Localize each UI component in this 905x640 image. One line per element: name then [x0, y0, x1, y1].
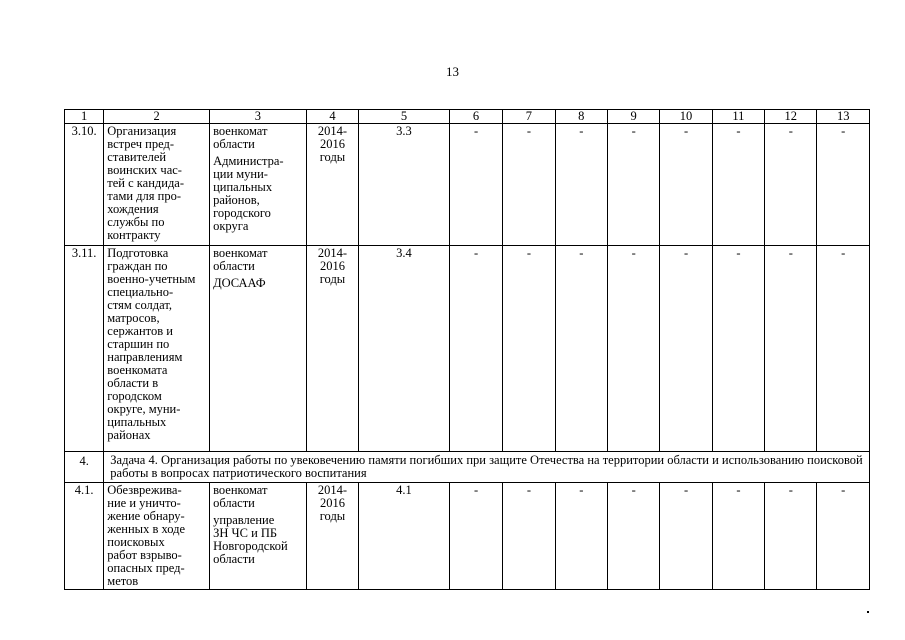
header-cell: 1 — [65, 110, 104, 124]
value-cell: - — [712, 483, 764, 590]
value-cell: - — [555, 246, 607, 452]
value-cell: - — [449, 124, 502, 246]
value-cell: - — [607, 246, 659, 452]
executor-cell — [210, 483, 307, 590]
period-cell: 2014- 2016 годы — [306, 124, 358, 246]
value-cell: - — [503, 124, 555, 246]
value-cell: - — [607, 483, 659, 590]
value-cell: - — [712, 246, 764, 452]
value-cell: - — [765, 246, 817, 452]
table-row — [65, 124, 870, 246]
value-cell: - — [660, 246, 712, 452]
executor-cell — [210, 124, 307, 246]
value-cell: - — [765, 483, 817, 590]
value-cell: - — [449, 483, 502, 590]
target-indicator-cell: 3.3 — [359, 124, 450, 246]
value-cell: - — [607, 124, 659, 246]
header-cell: 4 — [306, 110, 358, 124]
value-cell: - — [817, 246, 870, 452]
row-number: 4.1. — [65, 483, 104, 590]
table-row — [65, 483, 870, 590]
header-cell: 7 — [503, 110, 555, 124]
header-cell: 2 — [104, 110, 210, 124]
target-indicator-cell: 3.4 — [359, 246, 450, 452]
header-cell: 9 — [607, 110, 659, 124]
value-cell: - — [555, 483, 607, 590]
executor-cell — [210, 246, 307, 452]
value-cell: - — [503, 483, 555, 590]
activity-cell: Подготовка граждан по военно-учетным специально- стям солдат, матросов, сержантов и старшин по направлениям военкомата области в городском округе, муни- ципальных районах — [104, 246, 210, 452]
value-cell: - — [817, 483, 870, 590]
activity-cell: Обезврежива- ние и уничто- жение обнару- женных в ходе поисковых работ взрыво- опасных пред- метов — [104, 483, 210, 590]
page-number: 13 — [446, 64, 459, 79]
executor-secondary: ДОСААФ — [213, 276, 266, 290]
column-number-row — [65, 110, 870, 124]
header-cell: 11 — [712, 110, 764, 124]
table-row — [65, 246, 870, 452]
executor-primary: военкомат области — [213, 246, 268, 273]
value-cell: - — [765, 124, 817, 246]
value-cell: - — [449, 246, 502, 452]
header-cell: 3 — [210, 110, 307, 124]
period-cell: 2014- 2016 годы — [306, 483, 358, 590]
period-cell: 2014- 2016 годы — [306, 246, 358, 452]
header-cell: 5 — [359, 110, 450, 124]
executor-primary: военкомат области — [213, 124, 268, 151]
executor-secondary: Администра- ции муни- ципальных районов, городского округа — [213, 154, 284, 233]
value-cell: - — [660, 124, 712, 246]
value-cell: - — [503, 246, 555, 452]
task-row — [65, 452, 870, 483]
executor-secondary: управление ЗН ЧС и ПБ Новгородской области — [213, 513, 288, 566]
activity-cell: Организация встреч пред- ставителей воинских час- тей с кандида- тами для про- хождения службы по контракту — [104, 124, 210, 246]
value-cell: - — [660, 483, 712, 590]
activities-table — [64, 109, 870, 590]
executor-primary: военкомат области — [213, 483, 268, 510]
task-number: 4. — [65, 452, 104, 483]
header-cell: 6 — [449, 110, 502, 124]
header-cell: 8 — [555, 110, 607, 124]
header-cell: 12 — [765, 110, 817, 124]
header-cell: 10 — [660, 110, 712, 124]
scan-speck — [867, 611, 869, 613]
task-title: Задача 4. Организация работы по увековечению памяти погибших при защите Отечества на территории области и использованию поисковой работы в вопросах патриотического воспитания — [104, 452, 870, 483]
value-cell: - — [817, 124, 870, 246]
value-cell: - — [712, 124, 764, 246]
row-number: 3.10. — [65, 124, 104, 246]
header-cell: 13 — [817, 110, 870, 124]
target-indicator-cell: 4.1 — [359, 483, 450, 590]
row-number: 3.11. — [65, 246, 104, 452]
value-cell: - — [555, 124, 607, 246]
